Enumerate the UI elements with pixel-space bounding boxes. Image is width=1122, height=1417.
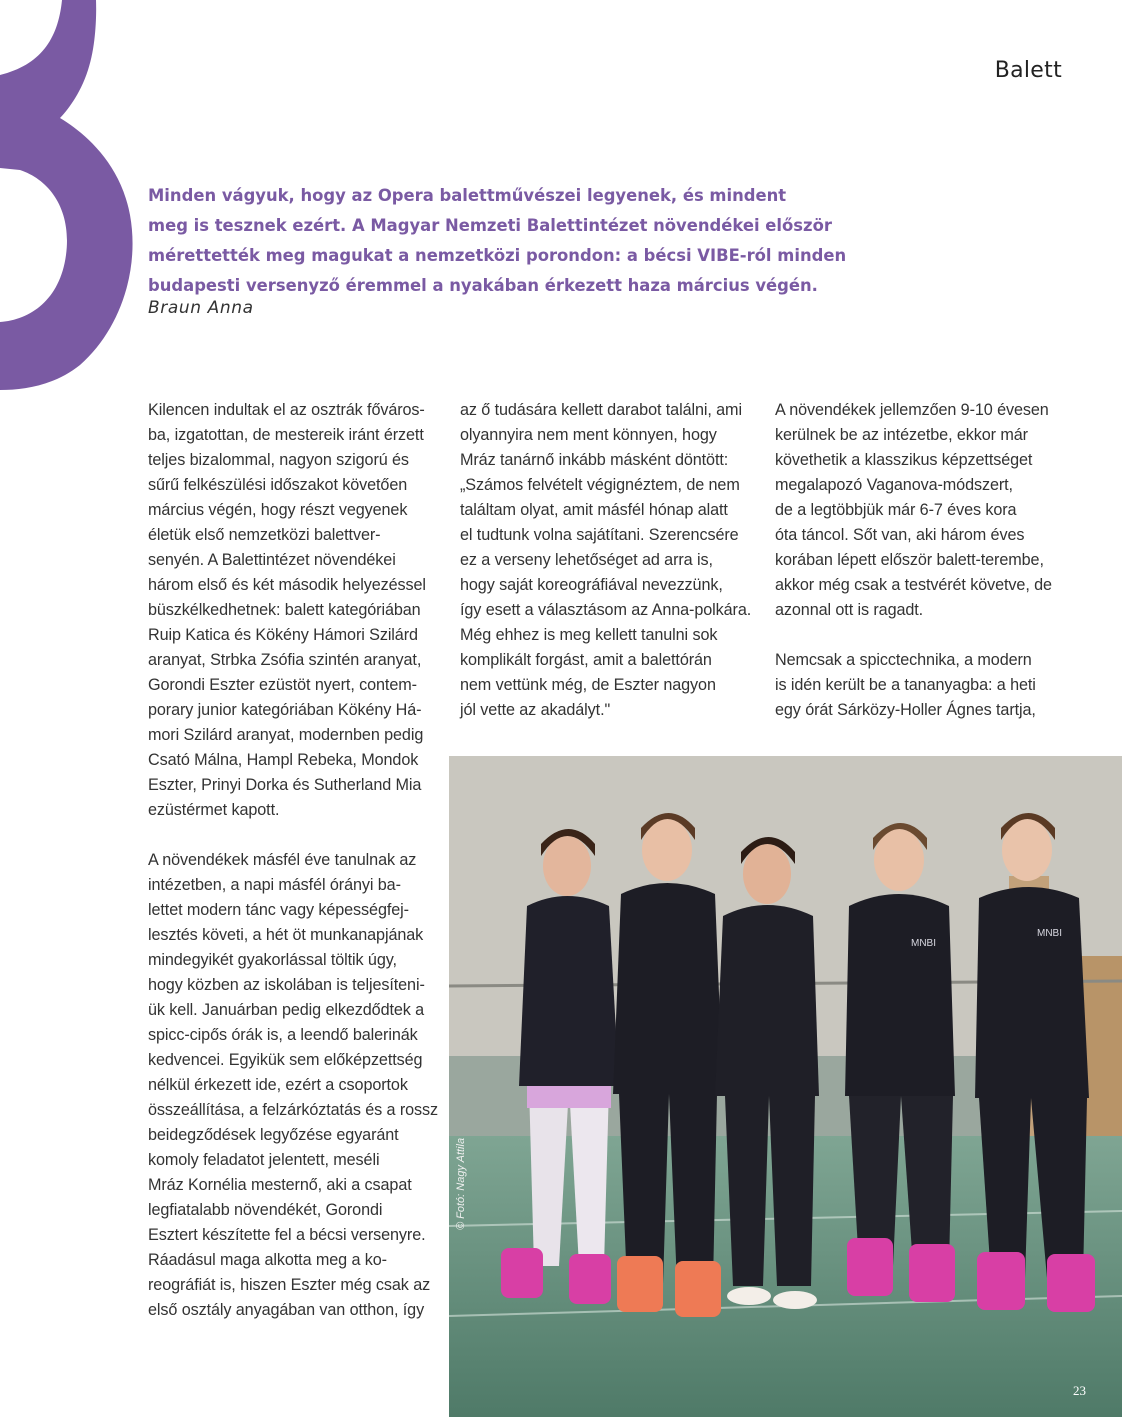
jacket-logo: MNBI bbox=[911, 938, 936, 949]
body-text-line: Ráadásul maga alkotta meg a ko- bbox=[148, 1251, 387, 1269]
body-text-line: ba, izgatottan, de mestereik iránt érzett bbox=[148, 426, 424, 444]
body-text-line: aranyat, Strbka Zsófia szintén aranyat, bbox=[148, 651, 422, 669]
body-text-line: március végén, hogy részt vegyenek bbox=[148, 501, 408, 519]
body-text-line: nem vettünk még, de Eszter nagyon bbox=[460, 676, 716, 694]
students-photo bbox=[449, 756, 1122, 1417]
body-text-line: A növendékek jellemzően 9-10 évesen bbox=[775, 401, 1049, 419]
body-text-line: első osztály anyagában van otthon, így bbox=[148, 1301, 425, 1319]
body-text-line: A növendékek másfél éve tanulnak az bbox=[148, 851, 417, 869]
body-column-2 bbox=[460, 398, 756, 723]
jacket-logo: MNBI bbox=[1037, 928, 1062, 939]
body-text-line: intézetben, a napi másfél órányi ba- bbox=[148, 876, 401, 894]
body-text-line: de a legtöbbjük már 6-7 éves kora bbox=[775, 501, 1017, 519]
body-text-line: olyannyira nem ment könnyen, hogy bbox=[460, 426, 717, 444]
body-text-line: Esztert készítette fel a bécsi versenyre. bbox=[148, 1226, 426, 1244]
body-text-line: korában lépett először balett-terembe, bbox=[775, 551, 1044, 569]
lead-line: Minden vágyuk, hogy az Opera balettművészei legyenek, és mindent bbox=[148, 186, 787, 205]
body-text-line: kedvencei. Egyikük sem előképzettség bbox=[148, 1051, 423, 1069]
body-text-line: mori Szilárd aranyat, modernben pedig bbox=[148, 726, 424, 744]
body-text-line: egy órát Sárközy-Holler Ágnes tartja, bbox=[775, 701, 1036, 719]
lead-line: meg is tesznek ezért. A Magyar Nemzeti Balettintézet növendékei először bbox=[148, 216, 832, 235]
body-text-line: hogy saját koreográfiával nevezzünk, bbox=[460, 576, 723, 594]
section-label: Balett bbox=[994, 58, 1062, 83]
paragraph-gap bbox=[775, 623, 1075, 648]
body-text-line: el tudtunk volna sajátítani. Szerencsére bbox=[460, 526, 739, 544]
body-text-line: reográfiát is, hiszen Eszter még csak az bbox=[148, 1276, 431, 1294]
body-text-line: nélkül érkezett ide, ezért a csoportok bbox=[148, 1076, 408, 1094]
body-text-line: komoly feladatot jelentett, meséli bbox=[148, 1151, 380, 1169]
body-text-line: spicc-cipős órák is, a leendő balerinák bbox=[148, 1026, 418, 1044]
body-text-line: „Számos felvételt végignéztem, de nem bbox=[460, 476, 740, 494]
body-text-line: senyén. A Balettintézet növendékei bbox=[148, 551, 396, 569]
body-text-line: így esett a választásom az Anna-polkára. bbox=[460, 601, 752, 619]
body-text-line: Eszter, Prinyi Dorka és Sutherland Mia bbox=[148, 776, 422, 794]
body-text-line: életük első nemzetközi balettver- bbox=[148, 526, 381, 544]
body-text-line: követhetik a klasszikus képzettséget bbox=[775, 451, 1033, 469]
body-text-line: három első és két második helyezéssel bbox=[148, 576, 426, 594]
body-text-line: akkor még csak a testvérét követve, de bbox=[775, 576, 1052, 594]
body-text-line: ük kell. Januárban pedig elkezdődtek a bbox=[148, 1001, 425, 1019]
photo-credit: © Fotó: Nagy Attila bbox=[455, 1137, 467, 1230]
body-text-line: kerülnek be az intézetbe, ekkor már bbox=[775, 426, 1028, 444]
body-text-line: Ruip Katica és Kökény Hámori Szilárd bbox=[148, 626, 418, 644]
body-text-line: mindegyikét gyakorlással töltik úgy, bbox=[148, 951, 397, 969]
body-text-line: Nemcsak a spicctechnika, a modern bbox=[775, 651, 1032, 669]
body-text-line: találtam olyat, amit másfél hónap alatt bbox=[460, 501, 728, 519]
page-number: 23 bbox=[1073, 1383, 1086, 1398]
body-text-line: porary junior kategóriában Kökény Há- bbox=[148, 701, 422, 719]
body-text-line: megalapozó Vaganova-módszert, bbox=[775, 476, 1013, 494]
lead-line: mérettették meg magukat a nemzetközi porondon: a bécsi VIBE-ról minden bbox=[148, 246, 847, 265]
lead-paragraph bbox=[148, 181, 938, 301]
body-text-line: komplikált forgást, amit a balettórán bbox=[460, 651, 712, 669]
body-text-line: Mráz Kornélia mesternő, aki a csapat bbox=[148, 1176, 412, 1194]
body-text-line: lesztés követi, a hét öt munkanapjának bbox=[148, 926, 424, 944]
paragraph-gap bbox=[148, 823, 440, 848]
body-text-line: ezüstérmet kapott. bbox=[148, 801, 280, 819]
body-text-line: lettet modern tánc vagy képességfej- bbox=[148, 901, 409, 919]
body-column-3 bbox=[775, 398, 1075, 723]
body-text-line: ez a verseny lehetőséget ad arra is, bbox=[460, 551, 713, 569]
body-text-line: büszkélkedhetnek: balett kategóriában bbox=[148, 601, 421, 619]
body-text-line: óta táncol. Sőt van, aki három éves bbox=[775, 526, 1025, 544]
body-text-line: Még ehhez is meg kellett tanulni sok bbox=[460, 626, 718, 644]
body-text-line: is idén került be a tananyagba: a heti bbox=[775, 676, 1036, 694]
body-text-line: teljes bizalommal, nagyon szigorú és bbox=[148, 451, 409, 469]
body-text-line: Gorondi Eszter ezüstöt nyert, contem- bbox=[148, 676, 417, 694]
author-byline: Braun Anna bbox=[148, 298, 254, 318]
body-text-line: jól vette az akadályt." bbox=[460, 701, 611, 719]
body-text-line: Kilencen indultak el az osztrák főváros- bbox=[148, 401, 425, 419]
body-text-line: sűrű felkészülési időszakot követően bbox=[148, 476, 408, 494]
lead-line: budapesti versenyző éremmel a nyakában érkezett haza március végén. bbox=[148, 276, 818, 295]
body-text-line: azonnal ott is ragadt. bbox=[775, 601, 924, 619]
body-text-line: az ő tudására kellett darabot találni, ami bbox=[460, 401, 742, 419]
body-text-line: Csató Málna, Hampl Rebeka, Mondok bbox=[148, 751, 419, 769]
body-text-line: hogy közben az iskolában is teljesíteni- bbox=[148, 976, 425, 994]
body-text-line: legfiatalabb növendékét, Gorondi bbox=[148, 1201, 383, 1219]
body-column-1 bbox=[148, 398, 440, 1323]
body-text-line: beidegződések legyőzése egyaránt bbox=[148, 1126, 399, 1144]
body-text-line: összeállítása, a felzárkóztatás és a rossz bbox=[148, 1101, 439, 1119]
dropcap-b bbox=[0, 0, 160, 390]
body-text-line: Mráz tanárnő inkább másként döntött: bbox=[460, 451, 729, 469]
